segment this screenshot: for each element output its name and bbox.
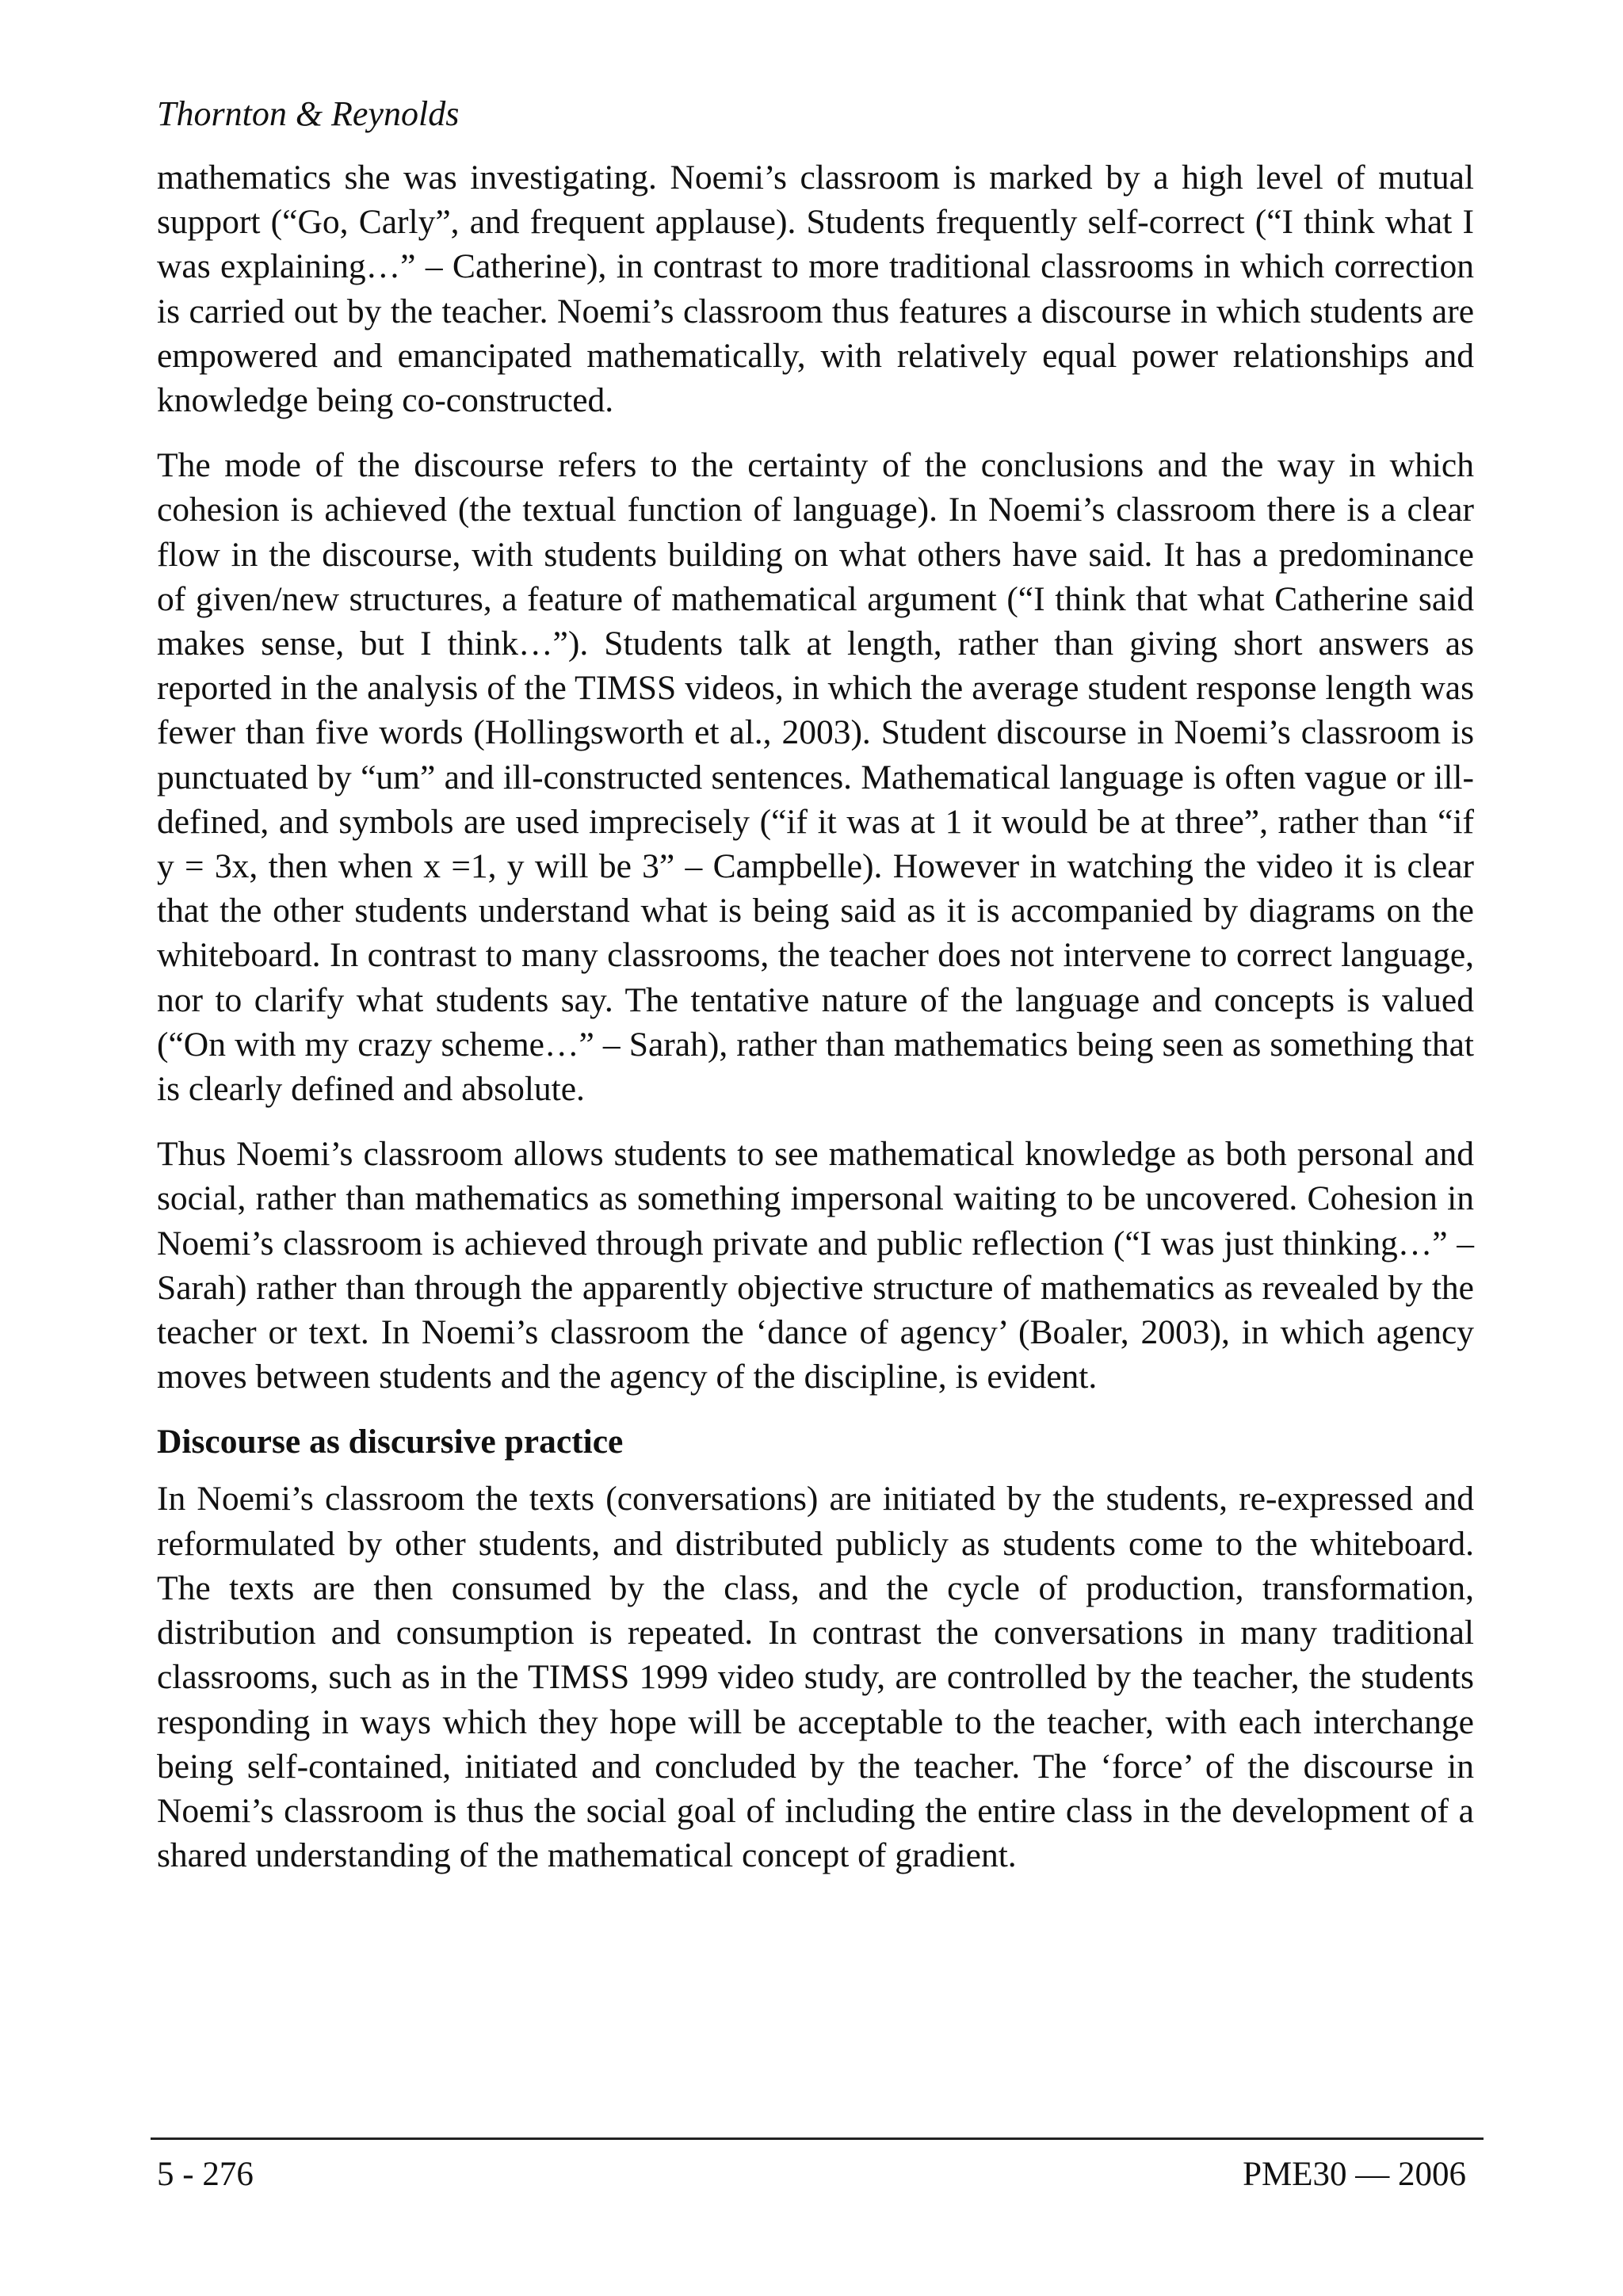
body-paragraph-3: Thus Noemi’s classroom allows students to see mathematical knowledge as both personal and social, rather than mathematics as something impersonal waiting to be uncovered. Cohesion in Noemi’s classroom is achieved through private and public reflection (“I was just thinking…” – Sarah) rather than through the apparently objective structure of mathematics as revealed by the teacher or text. In Noemi’s classroom the ‘dance of agency’ (Boaler, 2003), in which agency moves between students and the agency of the discipline, is evident. [157, 1135, 1474, 1396]
footer-rule [151, 2137, 1484, 2140]
section-paragraph: In Noemi’s classroom the texts (conversations) are initiated by the students, re-expressed and reformulated by other students, and distributed publicly as students come to the whiteboard. The texts are then consumed by the class, and the cycle of production, transformation, distribution and consumption is repeated. In contrast the conversations in many traditional classrooms, such as in the TIMSS 1999 video study, are controlled by the teacher, the students responding in ways which they hope will be acceptable to the teacher, with each interchange being self-contained, initiated and concluded by the teacher. The ‘force’ of the discourse in Noemi’s classroom is thus the social goal of including the entire class in the development of a shared understanding of the mathematical concept of gradient. [157, 1480, 1474, 1875]
conference-label: PME30 — 2006 [1243, 2156, 1466, 2193]
section-heading: Discourse as discursive practice [157, 1423, 624, 1461]
body-paragraph-2: The mode of the discourse refers to the certainty of the conclusions and the way in which cohesion is achieved (the textual function of language). In Noemi’s classroom there is a clear flow in the discourse, with students building on what others have said. It has a predominance of given/new structures, a feature of mathematical argument (“I think that what Catherine said makes sense, but I think…”). Students talk at length, rather than giving short answers as reported in the analysis of the TIMSS videos, in which the average student response length was fewer than five words (Hollingsworth et al., 2003). Student discourse in Noemi’s classroom is punctuated by “um” and ill-constructed sentences. Mathematical language is often vague or ill-defined, and symbols are used imprecisely (“if it was at 1 it would be at three”, rather than “if y = 3x, then when x =1, y will be 3” – Campbelle). However in watching the video it is clear that the other students understand what is being said as it is accompanied by diagrams on the whiteboard. In contrast to many classrooms, the teacher does not intervene to correct language, nor to clarify what students say. The tentative nature of the language and concepts is valued (“On with my crazy scheme…” – Sarah), rather than mathematics being seen as something that is clearly defined and absolute. [157, 446, 1474, 1109]
running-head: Thornton & Reynolds [157, 94, 460, 133]
page-number: 5 - 276 [157, 2156, 254, 2193]
page-body [157, 155, 1474, 1878]
body-paragraph-1: mathematics she was investigating. Noemi’s classroom is marked by a high level of mutual support (“Go, Carly”, and frequent applause). Students frequently self-correct (“I think what I was explaining…” – Catherine), in contrast to more traditional classrooms in which correction is carried out by the teacher. Noemi’s classroom thus features a discourse in which students are empowered and emancipated mathematically, with relatively equal power relationships and knowledge being co-constructed. [157, 159, 1474, 420]
